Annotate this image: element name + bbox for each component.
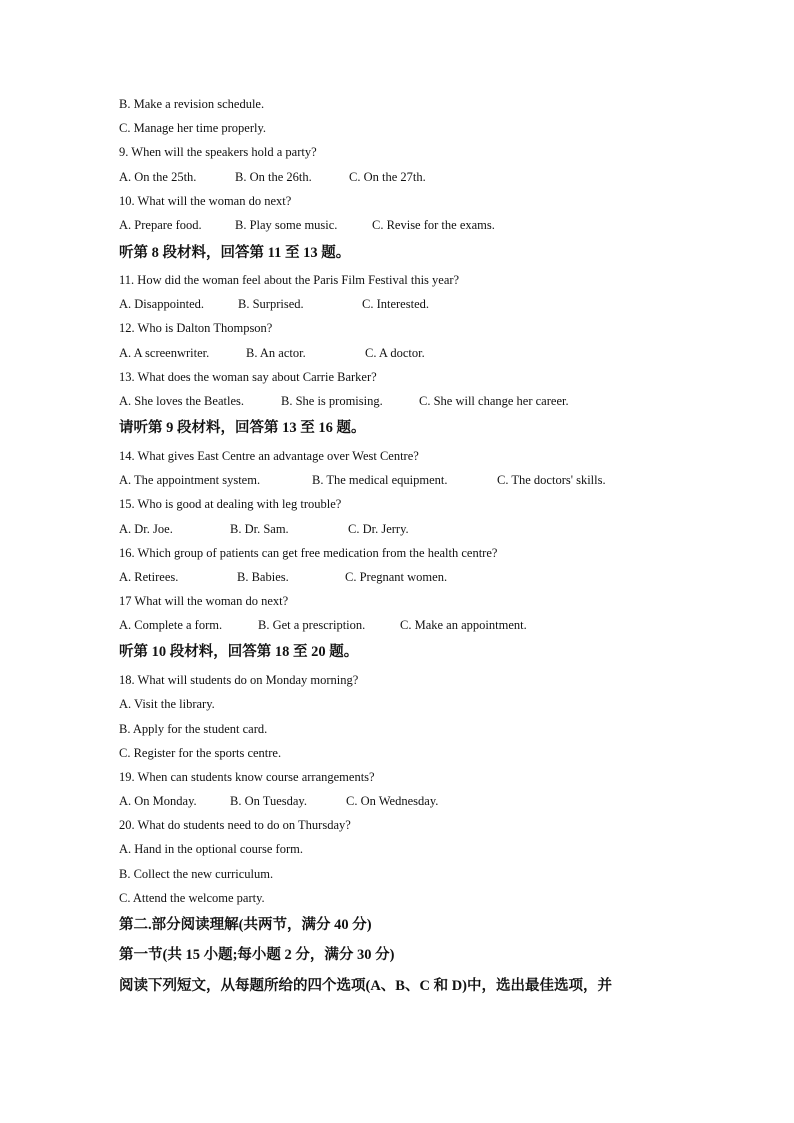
section-heading: 听第 8 段材料，回答第 11 至 13 题。	[119, 245, 351, 261]
text-line: A. Visit the library.	[119, 697, 215, 711]
text-line: 17 What will the woman do next?	[119, 594, 289, 608]
text-line: 16. Which group of patients can get free medication from the health centre?	[119, 546, 498, 560]
option-b: B. Get a prescription.	[258, 618, 366, 632]
section-heading: 阅读下列短文，从每题所给的四个选项(A、B、C 和 D)中，选出最佳选项，并	[119, 978, 612, 994]
text-line: 15. Who is good at dealing with leg trouble?	[119, 497, 342, 511]
option-b: B. She is promising.	[281, 394, 383, 408]
text-line: 9. When will the speakers hold a party?	[119, 145, 317, 159]
option-a: A. She loves the Beatles.	[119, 394, 244, 408]
text-line: 13. What does the woman say about Carrie Barker?	[119, 370, 377, 384]
option-a: A. On Monday.	[119, 794, 197, 808]
option-c: C. Make an appointment.	[400, 618, 527, 632]
option-b: B. On Tuesday.	[230, 794, 307, 808]
option-a: A. Complete a form.	[119, 618, 223, 632]
option-c: C. She will change her career.	[419, 394, 569, 408]
option-c: C. Pregnant women.	[345, 570, 448, 584]
option-c: C. On Wednesday.	[346, 794, 439, 808]
text-line: 11. How did the woman feel about the Paris Film Festival this year?	[119, 273, 460, 287]
option-b: B. On the 26th.	[235, 170, 312, 184]
option-c: C. On the 27th.	[349, 170, 426, 184]
option-a: A. Dr. Joe.	[119, 522, 173, 536]
option-a: A. The appointment system.	[119, 473, 261, 487]
text-line: 14. What gives East Centre an advantage over West Centre?	[119, 449, 419, 463]
option-a: A. Prepare food.	[119, 218, 202, 232]
text-line: 10. What will the woman do next?	[119, 194, 292, 208]
option-b: B. The medical equipment.	[312, 473, 448, 487]
option-b: B. Surprised.	[238, 297, 304, 311]
option-b: B. An actor.	[246, 346, 306, 360]
section-heading: 请听第 9 段材料，回答第 13 至 16 题。	[119, 420, 366, 436]
text-line: C. Attend the welcome party.	[119, 891, 265, 905]
option-c: C. A doctor.	[365, 346, 425, 360]
section-heading: 听第 10 段材料，回答第 18 至 20 题。	[119, 644, 359, 660]
text-line: 12. Who is Dalton Thompson?	[119, 321, 273, 335]
option-b: B. Dr. Sam.	[230, 522, 289, 536]
option-a: A. On the 25th.	[119, 170, 197, 184]
text-line: C. Register for the sports centre.	[119, 746, 282, 760]
text-line: B. Apply for the student card.	[119, 722, 268, 736]
text-line: C. Manage her time properly.	[119, 121, 267, 135]
option-c: C. The doctors' skills.	[497, 473, 606, 487]
option-a: A. A screenwriter.	[119, 346, 210, 360]
option-c: C. Revise for the exams.	[372, 218, 495, 232]
section-heading: 第一节(共 15 小题;每小题 2 分，满分 30 分)	[119, 947, 395, 963]
option-c: C. Dr. Jerry.	[348, 522, 409, 536]
text-line: 18. What will students do on Monday morning?	[119, 673, 359, 687]
option-a: A. Disappointed.	[119, 297, 205, 311]
text-line: B. Make a revision schedule.	[119, 97, 265, 111]
text-line: 19. When can students know course arrangements?	[119, 770, 375, 784]
text-line: A. Hand in the optional course form.	[119, 842, 303, 856]
option-a: A. Retirees.	[119, 570, 179, 584]
section-heading: 第二.部分阅读理解(共两节，满分 40 分)	[119, 917, 372, 933]
text-line: 20. What do students need to do on Thursday?	[119, 818, 351, 832]
option-c: C. Interested.	[362, 297, 429, 311]
option-b: B. Play some music.	[235, 218, 338, 232]
text-line: B. Collect the new curriculum.	[119, 867, 274, 881]
option-b: B. Babies.	[237, 570, 289, 584]
